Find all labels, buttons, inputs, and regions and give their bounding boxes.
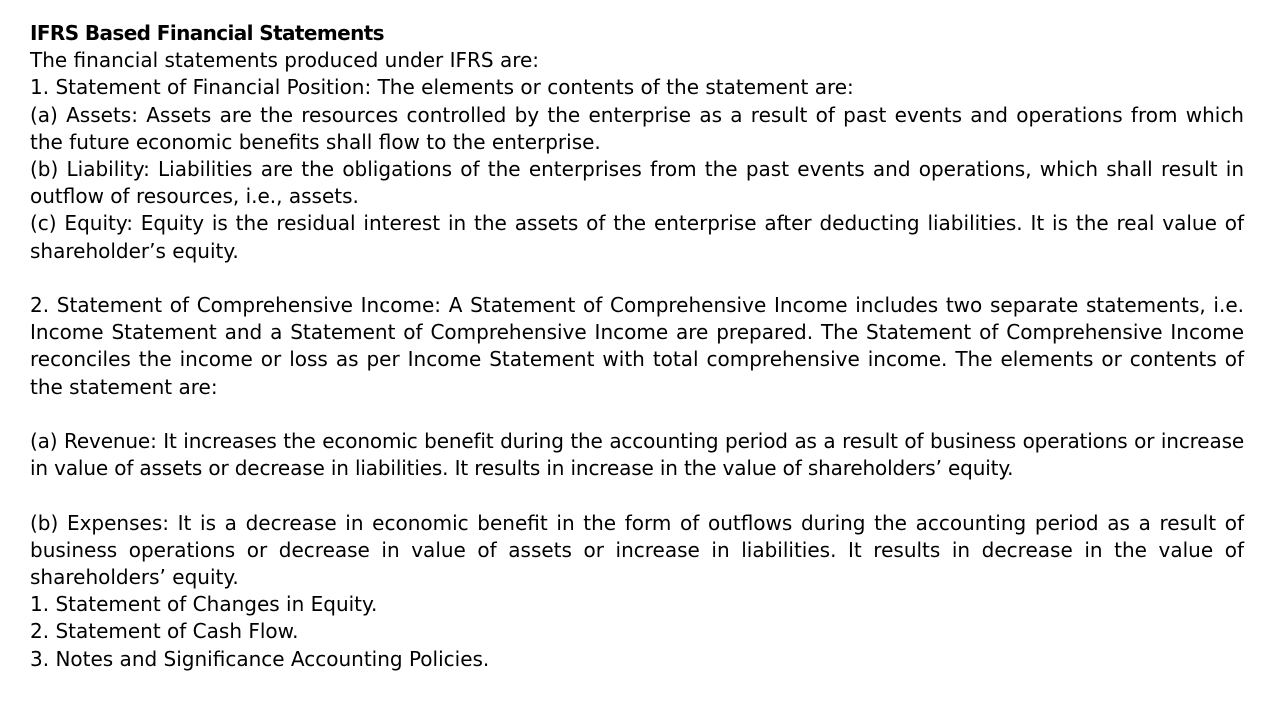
list-item-changes-in-equity: 1. Statement of Changes in Equity.	[30, 592, 378, 617]
assets-paragraph: (a) Assets: Assets are the resources controlled by the enterprise as a result of past events and operations from which the future economic benefits shall flow to the enterprise.	[30, 102, 1244, 154]
soci-heading: 2. Statement of Comprehensive Income: A Statement of Comprehensive Income includes two separate statements, i.e. Income Statement and a Statement of Comprehensive Income are prepared. The Statement of Comprehensive Income reconciles the income or loss as per Income Statement with total comprehensive income. The elements or contents of the statement are:	[30, 293, 1244, 399]
list-item-cash-flow: 2. Statement of Cash Flow.	[30, 619, 299, 644]
sofp-heading: 1. Statement of Financial Position: The elements or contents of the statement are:	[30, 75, 854, 100]
equity-paragraph: (c) Equity: Equity is the residual interest in the assets of the enterprise after deducting liabilities. It is the real value of shareholder’s equity.	[30, 211, 1244, 263]
paragraph-spacer	[30, 401, 1244, 428]
expenses-paragraph: (b) Expenses: It is a decrease in economic benefit in the form of outflows during the accounting period as a result of business operations or decrease in value of assets or increase in liabilities. It results in decrease in the value of shareholders’ equity.	[30, 510, 1244, 590]
revenue-paragraph: (a) Revenue: It increases the economic benefit during the accounting period as a result of business operations or increase in value of assets or decrease in liabilities. It results in increase in the value of shareholders’ equity.	[30, 429, 1244, 481]
paragraph-spacer	[30, 482, 1244, 509]
intro-text: The financial statements produced under IFRS are:	[30, 48, 540, 73]
list-item-notes-policies: 3. Notes and Significance Accounting Policies.	[30, 646, 490, 671]
liability-paragraph: (b) Liability: Liabilities are the obligations of the enterprises from the past events and operations, which shall result in outflow of resources, i.e., assets.	[30, 157, 1244, 209]
document-body	[30, 20, 1244, 673]
paragraph-spacer	[30, 265, 1244, 292]
document-title: IFRS Based Financial Statements	[30, 21, 384, 45]
